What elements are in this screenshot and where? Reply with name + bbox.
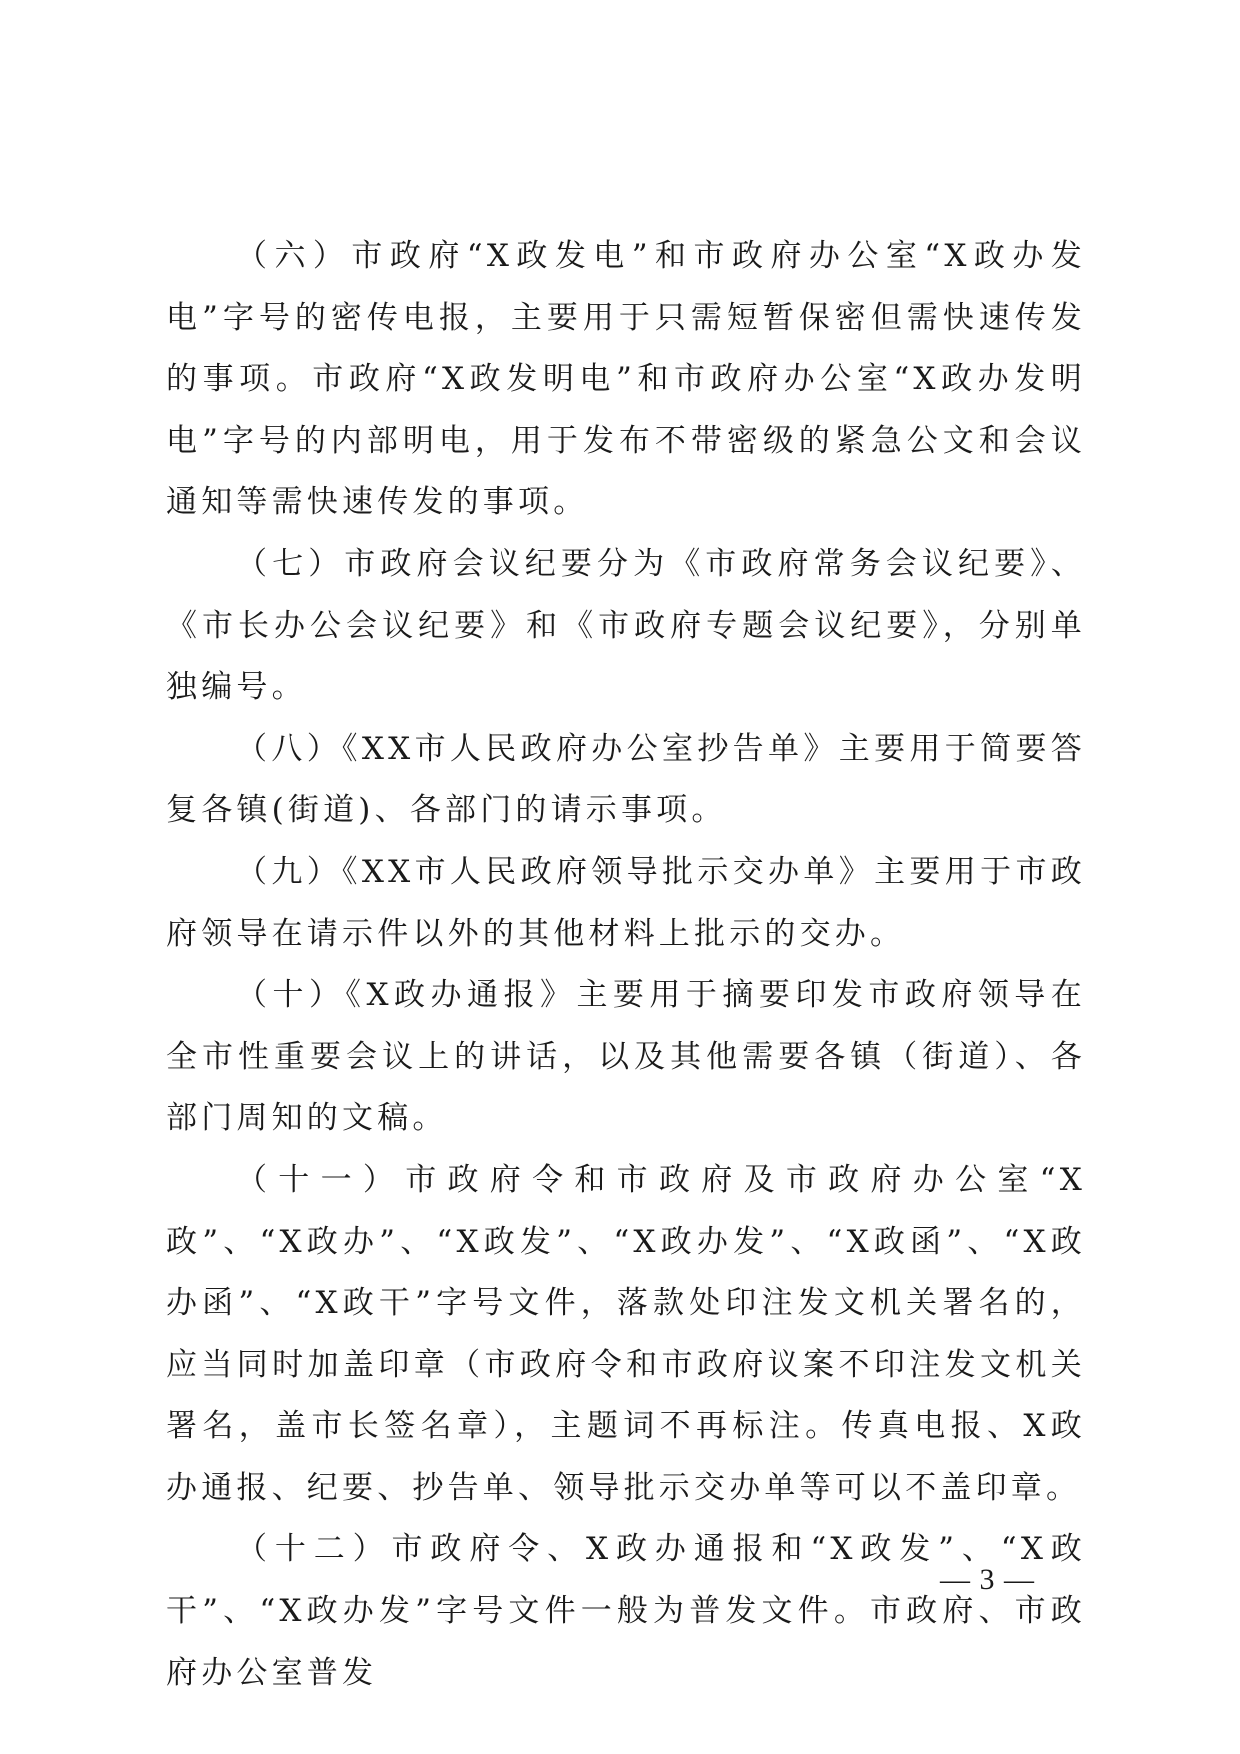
paragraph-11: （十一）市政府令和市政府及市政府办公室“X政”、“X政办”、“X政发”、“X政办发”、“X政函”、“X政办函”、“X政干”字号文件，落款处印注发文机关署名的，应当同时加盖印章（市政府令和市政府议案不印注发文机关署名，盖市长签名章），主题词不再标注。传真电报、X政办通报、纪要、抄告单、领导批示交办单等可以不盖印章。 — [166, 1161, 1086, 1506]
paragraph-7: （七）市政府会议纪要分为《市政府常务会议纪要》、《市长办公会议纪要》和《市政府专题会议纪要》，分别单独编号。 — [166, 545, 1086, 706]
page-number: — 3 — — [940, 1563, 1035, 1596]
paragraph-6: （六）市政府“X政发电”和市政府办公室“X政办发电”字号的密传电报，主要用于只需短暂保密但需快速传发的事项。市政府“X政发明电”和市政府办公室“X政办发明电”字号的内部明电，用于发布不带密级的紧急公文和会议通知等需快速传发的事项。 — [166, 238, 1086, 521]
paragraph-12: （十二）市政府令、X政办通报和“X政发”、“X政干”、“X政办发”字号文件一般为普发文件。市政府、市政府办公室普发 — [166, 1531, 1086, 1691]
paragraph-8: （八）《XX市人民政府办公室抄告单》主要用于简要答复各镇(街道)、各部门的请示事项。 — [166, 730, 1086, 829]
paragraph-9: （九）《XX市人民政府领导批示交办单》主要用于市政府领导在请示件以外的其他材料上批示的交办。 — [166, 853, 1086, 952]
document-body — [166, 226, 1086, 1704]
paragraph-10: （十）《X政办通报》主要用于摘要印发市政府领导在全市性重要会议上的讲话，以及其他需要各镇（街道）、各部门周知的文稿。 — [166, 977, 1086, 1137]
